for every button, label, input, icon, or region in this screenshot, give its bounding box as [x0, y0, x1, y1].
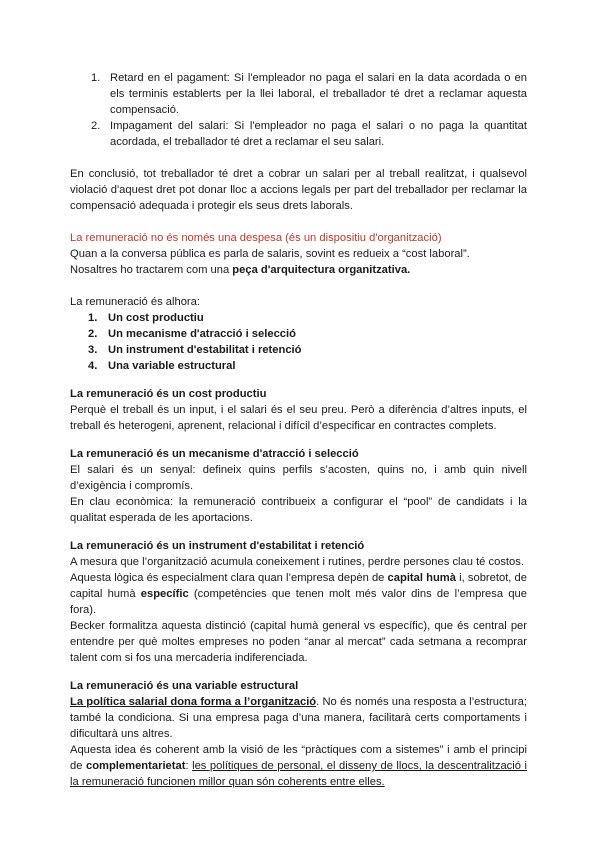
text-run: . No és només una resposta a l’estructura; també la condiciona. Si una empresa paga d’una manera, facilitarà certs comportaments i dificultarà uns altres. [70, 696, 527, 740]
intro-line-2-text: Nosaltres ho tractarem com una [70, 264, 233, 276]
bold-run: capital humà [387, 572, 456, 584]
section-intro-title: La remuneració no és només una despesa (és un dispositiu d'organització) [70, 232, 442, 244]
bold-run: específic [140, 588, 189, 600]
numbered-list-rights [70, 70, 527, 150]
section-retention-p3: Becker formalitza aquesta distinció (capital humà general vs específic), que és central per entendre per què moltes empreses no poden “anar al mercat” cada setmana a recomprar talent com si fos una mercaderia indiferenciada. [70, 620, 527, 664]
list-number: 3. [88, 344, 98, 356]
section-heading-cost: La remuneració és un cost productiu [70, 388, 267, 400]
section-structural-p2 [70, 742, 527, 790]
bold-run: complementarietat [85, 760, 186, 772]
list-text: Un instrument d'estabilitat i retenció [108, 344, 302, 356]
document-body [70, 70, 527, 790]
list-text: Retard en el pagament: Si l'empleador no paga el salari en la data acordada o en els terminis establerts per la llei laboral, el treballador té dret a reclamar aquesta compensació. [110, 72, 527, 116]
list-item [88, 326, 527, 342]
bold-underlined-run: La política salarial dona forma a l’organització [70, 696, 317, 708]
list-text: Un cost productiu [108, 312, 204, 324]
section-attraction-p2: En clau econòmica: la remuneració contribueix a configurar el “pool” de candidats i la qualitat esperada de les aportacions. [70, 496, 527, 524]
conclusion-paragraph: En conclusió, tot treballador té dret a cobrar un salari per al treball realitzat, i qualsevol violació d'aquest dret pot donar lloc a accions legals per part del treballador per reclamar la compensació adequada i protegir els seus drets laborals. [70, 168, 527, 212]
list-item [88, 358, 527, 374]
list-number: 1. [91, 72, 101, 84]
intro-line-2-bold: peça d'arquitectura organitzativa. [232, 264, 411, 276]
list-number: 1. [88, 312, 98, 324]
list-number: 4. [88, 360, 98, 372]
list-item [91, 70, 527, 118]
list-number: 2. [88, 328, 98, 340]
text-run: i, sobretot, de capital humà [70, 572, 527, 600]
section-attraction-p1: El salari és un senyal: defineix quins perfils s’acosten, quins no, i amb quin nivell d’exigència i compromís. [70, 464, 527, 492]
list-item [88, 310, 527, 326]
section-cost-body: Perquè el treball és un input, i el salari és el seu preu. Però a diferència d’altres inputs, el treball és heterogeni, aprenent, relacional i difícil d’especificar en contractes complets. [70, 404, 527, 432]
text-run: Aquesta lògica és especialment clara quan l’empresa depèn de [70, 572, 388, 584]
section-heading-attraction: La remuneració és un mecanisme d'atracció i selecció [70, 448, 359, 460]
numbered-list-roles [70, 310, 527, 374]
list-text: Un mecanisme d'atracció i selecció [108, 328, 296, 340]
text-run: Aquesta idea és coherent amb la visió de les “pràctiques com a sistemes” i amb el principi de [70, 744, 527, 772]
section-heading-structural: La remuneració és una variable estructural [70, 680, 299, 692]
list-number: 2. [91, 120, 101, 132]
intro-line-2 [70, 262, 527, 278]
alhora-lead: La remuneració és alhora: [70, 296, 200, 308]
text-run: : [185, 760, 193, 772]
section-retention-p1: A mesura que l’organització acumula coneixement i rutines, perdre persones clau té costos. [70, 556, 524, 568]
intro-line-1: Quan a la conversa pública es parla de salaris, sovint es redueix a “cost laboral”. [70, 248, 470, 260]
list-item [88, 342, 527, 358]
section-retention-p2 [70, 570, 527, 618]
list-item [91, 118, 527, 150]
section-structural-p1 [70, 694, 527, 742]
section-heading-retention: La remuneració és un instrument d'estabilitat i retenció [70, 540, 365, 552]
list-text: Una variable estructural [108, 360, 236, 372]
underlined-run: les polítiques de personal, el disseny de llocs, la descentralització i la remuneració funcionen millor quan són coherents entre elles. [70, 760, 527, 788]
list-text: Impagament del salari: Si l'empleador no paga el salari o no paga la quantitat acordada, el treballador té dret a reclamar el seu salari. [110, 120, 527, 148]
text-run: (competències que tenen molt més valor dins de l’empresa que fora). [70, 588, 527, 616]
